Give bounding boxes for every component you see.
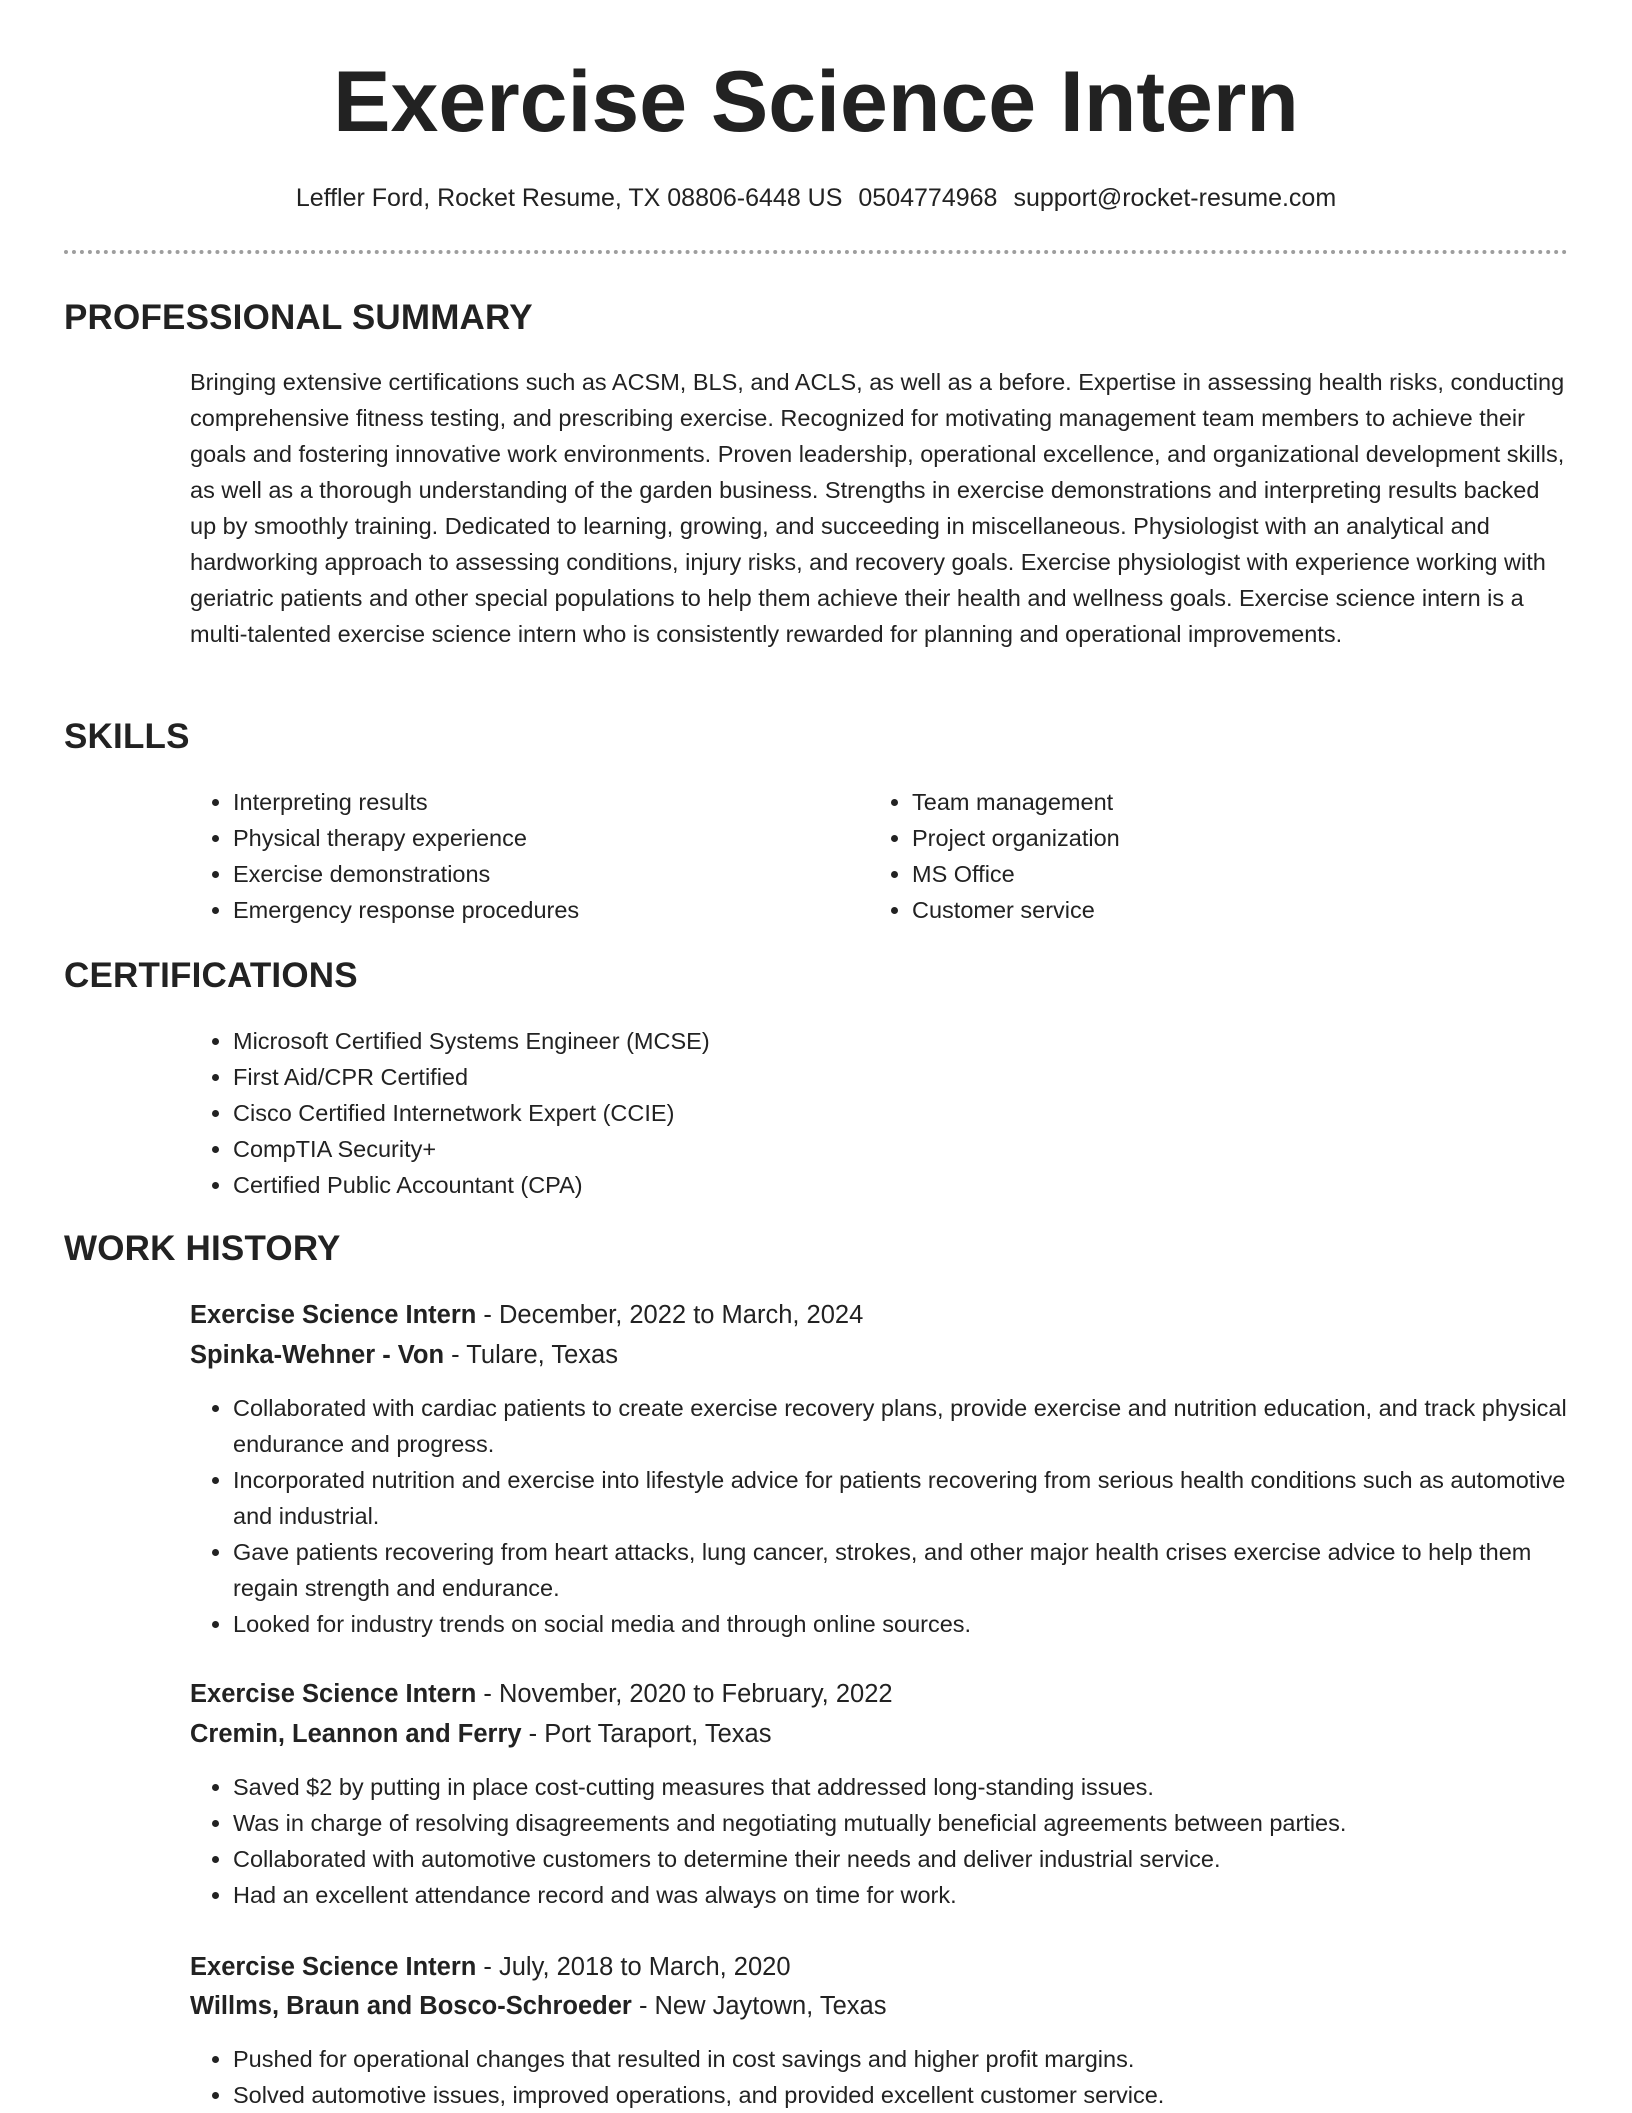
header-divider [64,250,1568,254]
resume-title: Exercise Science Intern [333,54,1299,150]
job-title: Exercise Science Intern [190,1301,477,1329]
job-bullet: • Was in charge of resolving disagreements and negotiating mutually beneficial agreements between parties. [233,1805,1583,1841]
job-title-line [190,1296,863,1334]
job-title: Exercise Science Intern [190,1953,477,1981]
job-title: Exercise Science Intern [190,1680,477,1708]
job-bullet: • Saved $2 by putting in place cost-cutting measures that addressed long-standing issues. [233,1769,1583,1805]
job-company: Willms, Braun and Bosco-Schroeder [190,1992,632,2020]
certification-item: • Certified Public Accountant (CPA) [233,1167,1533,1203]
job-company: Spinka-Wehner - Von [190,1341,445,1369]
job-location: - New Jaytown, Texas [631,1992,887,2020]
certification-item: • Microsoft Certified Systems Engineer (MCSE) [233,1023,1533,1059]
job-dates: - July, 2018 to March, 2020 [476,1953,791,1981]
skill-item: • Project organization [912,820,1532,856]
job-dates: - December, 2022 to March, 2024 [476,1301,864,1329]
contact-line [0,180,1632,216]
contact-email: support@rocket-resume.com [1013,184,1337,212]
certifications-list [190,1023,1533,1203]
job-location: - Tulare, Texas [444,1341,618,1369]
work-history-heading: WORK HISTORY [64,1229,341,1268]
skill-item: • Customer service [912,892,1532,928]
summary-heading: PROFESSIONAL SUMMARY [64,298,533,337]
skill-item: • Interpreting results [233,784,853,820]
job-bullets [190,1390,1583,1642]
skill-item: • Team management [912,784,1532,820]
job-bullet: • Had an excellent attendance record and was always on time for work. [233,1877,1583,1913]
skills-list-left [190,784,853,928]
certification-item: • CompTIA Security+ [233,1131,1533,1167]
job-bullets [190,1769,1583,1913]
job-company-line [190,1715,771,1753]
job-bullet: • Looked for industry trends on social media and through online sources. [233,1606,1583,1642]
job-bullet: • Solved automotive issues, improved operations, and provided excellent customer service. [233,2077,1583,2113]
contact-phone: 0504774968 [858,184,998,212]
job-bullet: • Incorporated nutrition and exercise into lifestyle advice for patients recovering from serious health conditions such as automotive and industrial. [233,1462,1583,1534]
job-bullets [190,2041,1583,2113]
job-bullet: • Pushed for operational changes that resulted in cost savings and higher profit margins. [233,2041,1583,2077]
certification-item: • First Aid/CPR Certified [233,1059,1533,1095]
certification-item: • Cisco Certified Internetwork Expert (CCIE) [233,1095,1533,1131]
job-title-line [190,1675,893,1713]
job-company: Cremin, Leannon and Ferry [190,1720,522,1748]
job-title-line [190,1948,791,1986]
skill-item: • Emergency response procedures [233,892,853,928]
job-bullet: • Collaborated with automotive customers to determine their needs and deliver industrial service. [233,1841,1583,1877]
skills-heading: SKILLS [64,717,190,756]
skills-list-right [869,784,1532,928]
job-bullet: • Collaborated with cardiac patients to create exercise recovery plans, provide exercise and nutrition education, and track physical endurance and progress. [233,1390,1583,1462]
job-dates: - November, 2020 to February, 2022 [476,1680,893,1708]
job-company-line [190,1336,618,1374]
summary-text: Bringing extensive certifications such as ACSM, BLS, and ACLS, as well as a before. Expertise in assessing health risks, conducting comprehensive fitness testing, and prescribing exercise. Recognized for motivating management team members to achieve their goals and fostering innovative work environments. Proven leadership, operational excellence, and organizational development skills, as well as a thorough understanding of the garden business. Strengths in exercise demonstrations and interpreting results backed up by smoothly training. Dedicated to learning, growing, and succeeding in miscellaneous. Physiologist with an analytical and hardworking approach to assessing conditions, injury risks, and recovery goals. Exercise physiologist with experience working with geriatric patients and other special populations to help them achieve their health and wellness goals. Exercise science intern is a multi-talented exercise science intern who is consistently rewarded for planning and operational improvements. [190,369,1565,647]
job-location: - Port Taraport, Texas [521,1720,772,1748]
certifications-heading: CERTIFICATIONS [64,956,358,995]
job-bullet: • Gave patients recovering from heart attacks, lung cancer, strokes, and other major health crises exercise advice to help them regain strength and endurance. [233,1534,1583,1606]
skill-item: • Exercise demonstrations [233,856,853,892]
contact-address: Leffler Ford, Rocket Resume, TX 08806-6448 US [295,184,843,212]
job-company-line [190,1987,887,2025]
skill-item: • Physical therapy experience [233,820,853,856]
skill-item: • MS Office [912,856,1532,892]
